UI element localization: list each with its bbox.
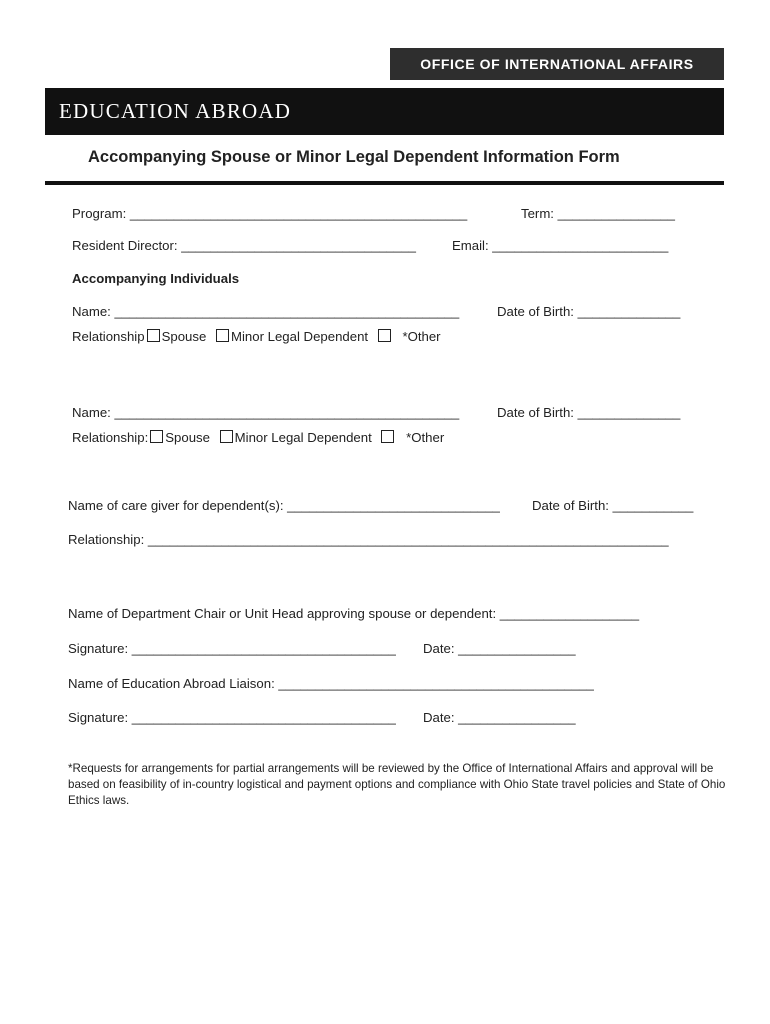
other-checkbox[interactable] xyxy=(378,329,391,342)
dob-field-2[interactable]: Date of Birth: ______________ xyxy=(497,405,681,420)
minor-checkbox[interactable] xyxy=(220,430,233,443)
minor-label: Minor Legal Dependent xyxy=(234,430,372,445)
caregiver-relationship-field[interactable]: Relationship: _______________________________________________________________________ xyxy=(68,532,669,547)
spouse-label: Spouse xyxy=(165,430,210,445)
department-chair-field[interactable]: Name of Department Chair or Unit Head approving spouse or dependent: ___________________ xyxy=(68,606,640,621)
signature-field-2[interactable]: Signature: ____________________________________ xyxy=(68,710,396,725)
signature-field-1[interactable]: Signature: ____________________________________ xyxy=(68,641,396,656)
spouse-checkbox[interactable] xyxy=(147,329,160,342)
form-title: Accompanying Spouse or Minor Legal Dependent Information Form xyxy=(88,148,620,166)
term-field[interactable]: Term: ________________ xyxy=(521,206,675,221)
date-field-2[interactable]: Date: ________________ xyxy=(423,710,576,725)
caregiver-field[interactable]: Name of care giver for dependent(s): _____________________________ xyxy=(68,498,500,513)
name-field-1[interactable]: Name: _______________________________________________ xyxy=(72,304,460,319)
relationship-label: Relationship: xyxy=(72,430,149,445)
email-field[interactable]: Email: ________________________ xyxy=(452,238,669,253)
liaison-field[interactable]: Name of Education Abroad Liaison: ___________________________________________ xyxy=(68,676,594,691)
relationship-row-2 xyxy=(72,430,444,445)
spouse-label: Spouse xyxy=(161,329,207,344)
caregiver-dob-field[interactable]: Date of Birth: ___________ xyxy=(532,498,694,513)
resident-director-field[interactable]: Resident Director: ________________________________ xyxy=(72,238,416,253)
footnote: *Requests for arrangements for partial arrangements will be reviewed by the Office of International Affairs and approval will be based on feasibility of in-country logistical and payment options and compliance with Ohio State travel policies and State of Ohio Ethics laws. xyxy=(68,762,726,807)
program-field[interactable]: Program: ______________________________________________ xyxy=(72,206,468,221)
title-divider xyxy=(45,181,724,185)
accompanying-heading: Accompanying Individuals xyxy=(72,271,240,286)
minor-checkbox[interactable] xyxy=(216,329,229,342)
date-field-1[interactable]: Date: ________________ xyxy=(423,641,576,656)
other-checkbox[interactable] xyxy=(381,430,394,443)
office-banner: OFFICE OF INTERNATIONAL AFFAIRS xyxy=(390,48,724,80)
section-banner: EDUCATION ABROAD xyxy=(45,88,724,135)
dob-field-1[interactable]: Date of Birth: ______________ xyxy=(497,304,681,319)
minor-label: Minor Legal Dependent xyxy=(230,329,369,344)
relationship-row-1 xyxy=(72,329,441,344)
relationship-label: Relationship xyxy=(72,329,145,344)
spouse-checkbox[interactable] xyxy=(150,430,163,443)
other-label: *Other xyxy=(402,329,441,344)
name-field-2[interactable]: Name: _______________________________________________ xyxy=(72,405,460,420)
other-label: *Other xyxy=(406,430,445,445)
